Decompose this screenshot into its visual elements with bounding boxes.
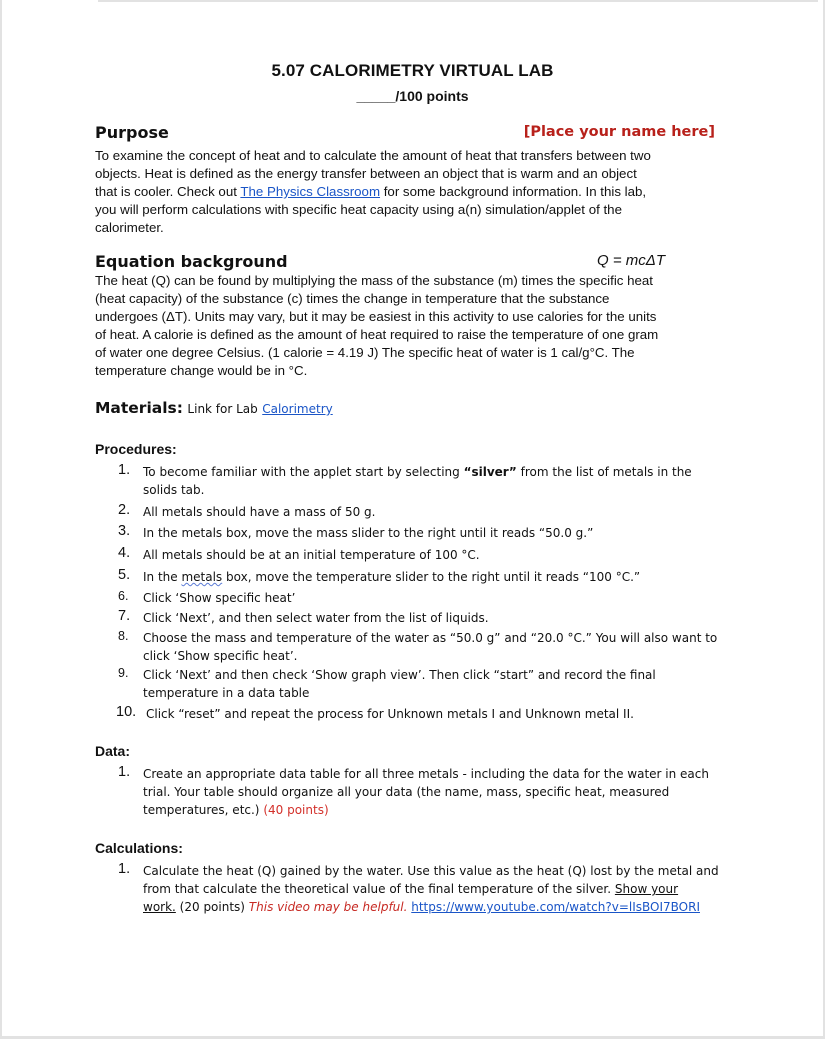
materials-label: Link for Lab — [187, 402, 258, 416]
materials-line — [95, 399, 333, 418]
document-title: 5.07 CALORIMETRY VIRTUAL LAB — [271, 61, 554, 80]
points-line: _____/100 points — [356, 88, 469, 104]
name-placeholder[interactable]: [Place your name here] — [523, 124, 715, 140]
equation-heading: Equation background — [95, 252, 288, 271]
procedures-heading: Procedures: — [95, 441, 177, 457]
equation-paragraph: The heat (Q) can be found by multiplying the mass of the substance (m) times the specific heat (heat capacity) of the substance (c) times the change in temperature that the substance undergoes (ΔT). Units may vary, but it may be easiest in this activity to use calories for the units of heat. A calorie is defined as the amount of heat required to raise the temperature of one gram of water one degree Celsius. (1 calorie = 4.19 J) The specific heat of water is 1 cal/g°C. The temperature change would be in °C. — [95, 273, 659, 378]
calorimetry-link[interactable]: Calorimetry — [262, 402, 333, 416]
physics-classroom-link[interactable]: The Physics Classroom — [240, 184, 381, 199]
document-page: 5.07 CALORIMETRY VIRTUAL LAB _____/100 points Purpose [Place your name here] To examine the concept of heat and to calculate the amount of heat that transfers between two objects. Heat is defined as the energy transfer between an object that is warm and an object that is cooler. Check out The Physics Classroom for some background information. In this lab, you will perform calculations with specific heat capacity using a(n) simulation/applet of the calorimeter. Equation background Q = mcΔT The heat (Q) can be found by multiplying the mass of the substance (m) times the specific heat (heat capacity) of the substance (c) times the change in temperature that the substance undergoes (ΔT). Units may vary, but it may be easiest in this activity to use calories for the units of heat. A calorie is defined as the amount of heat required to raise the temperature of one gram of water one degree Celsius. (1 calorie = 4.19 J) The specific heat of water is 1 cal/g°C. The temperature change would be in °C. Materials: Link for Lab Calorimetry Procedures: 1. To become familiar with the applet start by selecting “silver” from the list of metals in the solids tab. 2. All metals should have a mass of 50 g. 3. In the metals box, move the mass slider to the right until it reads “50.0 g.” 4. All metals should be at an initial temperature of 100 °C. 5. In the metals box, move the temperature slider to the right until it reads “100 °C.” 6. Click ‘Show specific heat’ 7. Click ‘Next’, and then select water from the list of liquids. 8. Choose the mass and temperature of the water as “50.0 g” and “20.0 °C.” You will also want to click ‘Show specific heat’. 9. Click ‘Next’ and then check ‘Show graph view’. Then click “start” and record the final temperature in a data table 10. Click “reset” and repeat the process for Unknown metals I and Unknown metal II. Data: 1. Create an appropriate data table for all three metals - including the data for the water in each trial. Your table should organize all your data (the name, mass, specific heat, measured temperatures, etc.) (40 points) Calculations: 1. Calculate the heat (Q) gained by the water. Use this value as the heat (Q) lost by the metal and from that calculate the theoretical value of the final temperature of the silver. Show your work. (20 points) This video may be helpful. https://www.youtube.com/watch?v=lIsBOI7BORI — [0, 0, 825, 1039]
equation-formula: Q = mcΔT — [597, 252, 665, 269]
points-badge: (40 points) — [263, 803, 329, 817]
calculations-heading: Calculations: — [95, 840, 183, 856]
youtube-video-link[interactable]: https://www.youtube.com/watch?v=lIsBOI7BORI — [411, 900, 700, 914]
purpose-paragraph: To examine the concept of heat and to calculate the amount of heat that transfers between two objects. Heat is defined as the energy transfer between an object that is warm and an object that is cooler. Check out The Physics Classroom for some background information. In this lab, you will perform calculations with specific heat capacity using a(n) simulation/applet of the calorimeter. — [95, 148, 651, 235]
materials-heading: Materials: — [95, 399, 183, 417]
purpose-heading: Purpose — [95, 123, 169, 142]
data-heading: Data: — [95, 743, 131, 759]
